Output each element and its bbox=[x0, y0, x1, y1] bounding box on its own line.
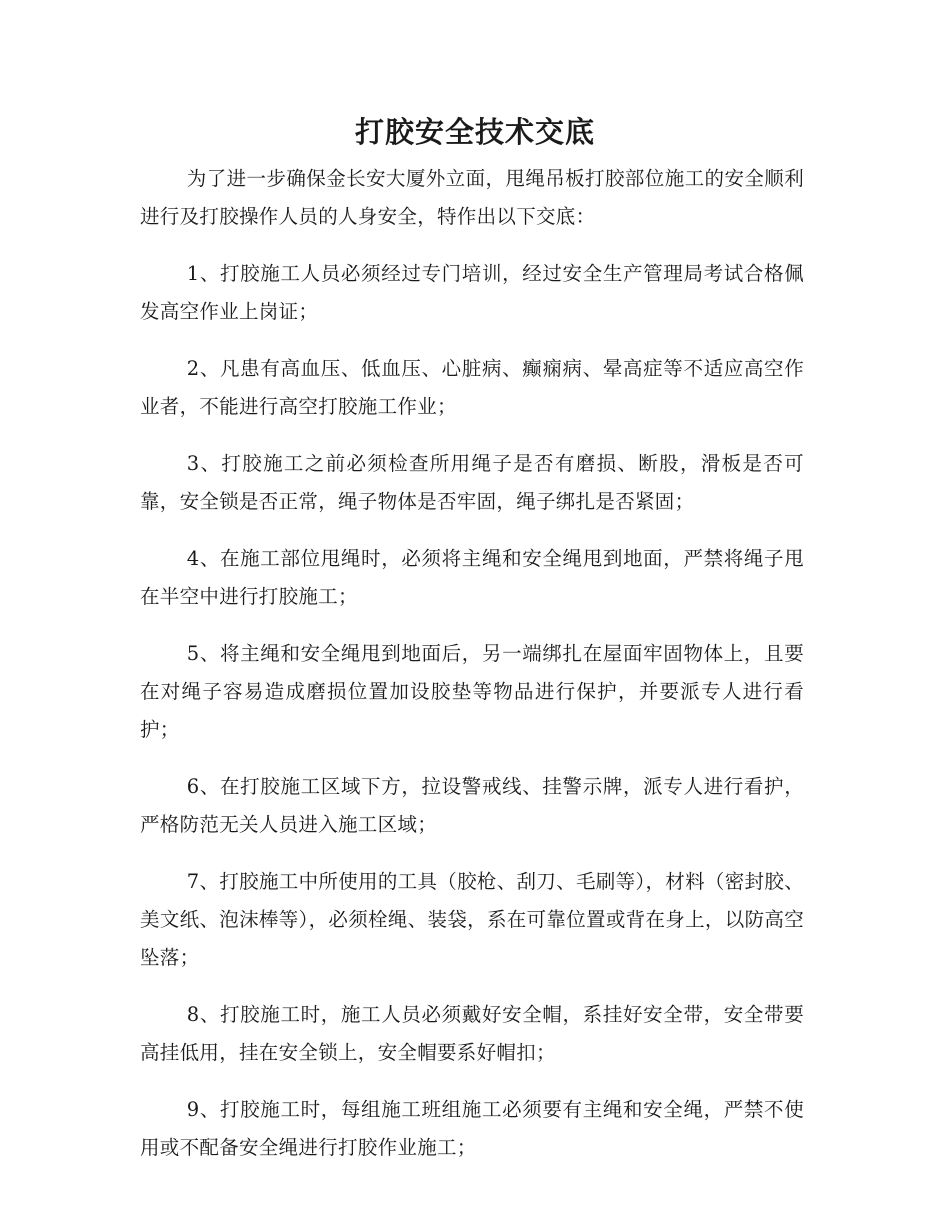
intro-paragraph: 为了进一步确保金长安大厦外立面，甩绳吊板打胶部位施工的安全顺利进行及打胶操作人员的人身安全，特作出以下交底： bbox=[140, 167, 804, 228]
item-paragraph-9: 9、打胶施工时，每组施工班组施工必须要有主绳和安全绳，严禁不使用或不配备安全绳进行打胶作业施工； bbox=[140, 1098, 804, 1159]
item-paragraph-5: 5、将主绳和安全绳甩到地面后，另一端绑扎在屋面牢固物体上，且要在对绳子容易造成磨损位置加设胶垫等物品进行保护，并要派专人进行看护； bbox=[140, 642, 804, 741]
document-body bbox=[140, 160, 804, 1186]
item-paragraph-6: 6、在打胶施工区域下方，拉设警戒线、挂警示牌，派专人进行看护，严格防范无关人员进入施工区域； bbox=[140, 775, 804, 836]
document-title: 打胶安全技术交底 bbox=[354, 115, 595, 149]
item-paragraph-1: 1、打胶施工人员必须经过专门培训，经过安全生产管理局考试合格佩发高空作业上岗证； bbox=[140, 262, 804, 323]
item-paragraph-3: 3、打胶施工之前必须检查所用绳子是否有磨损、断股，滑板是否可靠，安全锁是否正常，绳子物体是否牢固，绳子绑扎是否紧固； bbox=[140, 452, 804, 513]
item-paragraph-4: 4、在施工部位甩绳时，必须将主绳和安全绳甩到地面，严禁将绳子甩在半空中进行打胶施工； bbox=[140, 547, 804, 608]
item-paragraph-8: 8、打胶施工时，施工人员必须戴好安全帽，系挂好安全带，安全带要高挂低用，挂在安全锁上，安全帽要系好帽扣； bbox=[140, 1003, 804, 1064]
item-paragraph-2: 2、凡患有高血压、低血压、心脏病、癫痫病、晕高症等不适应高空作业者，不能进行高空打胶施工作业； bbox=[140, 357, 804, 418]
item-paragraph-7: 7、打胶施工中所使用的工具（胶枪、刮刀、毛刷等），材料（密封胶、美文纸、泡沫棒等），必须栓绳、装袋，系在可靠位置或背在身上，以防高空坠落； bbox=[140, 870, 804, 969]
